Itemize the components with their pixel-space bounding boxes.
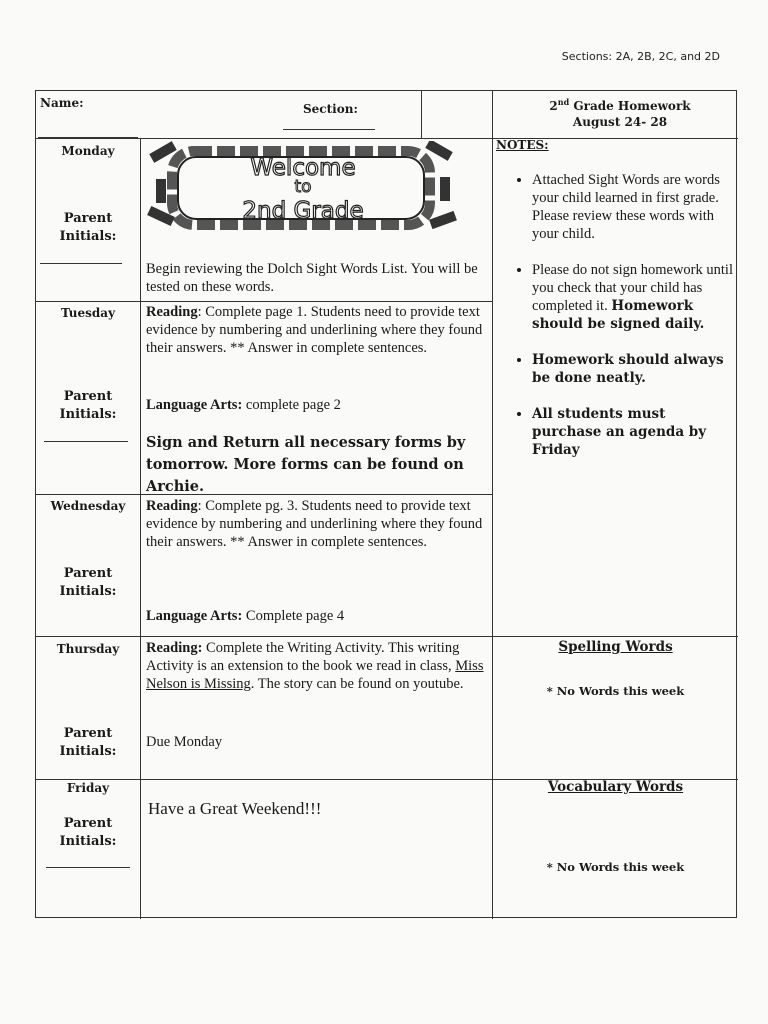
section-label: Section: [303,102,358,116]
pencil-frame-icon [144,141,462,235]
notes-title: NOTES: [496,138,549,152]
date-range: August 24- 28 [572,115,668,129]
spelling-text: * No Words this week [546,684,685,698]
initials-line[interactable] [46,867,130,868]
parent-initials-label: Parent Initials: [59,566,117,599]
note-text: Please do not sign homework until you check that your child has completed it. [532,262,733,314]
col-divider [140,138,141,919]
day-thursday: Thursday [56,642,120,656]
note-item: • Homework should always be done neatly. [532,351,736,387]
tuesday-language-arts [146,396,486,414]
initials-line[interactable] [40,263,122,264]
sections-line: Sections: 2A, 2B, 2C, and 2D [561,50,720,63]
vocabulary-title: Vocabulary Words [547,779,684,795]
notes-list [504,171,736,477]
welcome-banner-image [144,141,462,235]
homework-table [35,90,737,918]
wednesday-reading [146,497,486,551]
initials-line[interactable] [44,441,128,442]
spelling-title: Spelling Words [558,639,673,655]
monday-text: Begin reviewing the Dolch Sight Words List. You will be tested on these words. [146,261,478,295]
section-line[interactable] [283,129,375,130]
reading-label: Reading [146,304,198,320]
vocabulary-text: * No Words this week [546,860,685,874]
reading-text: : Complete page 1. Students need to provide text evidence by numbering and underlining where they found their answers. ** Answer in complete sentences. [146,304,483,356]
reading-text: : Complete pg. 3. Students need to provide text evidence by numbering and underlining where they found their answers. ** Answer in complete sentences. [146,498,483,550]
tuesday-forms-notice: Sign and Return all necessary forms by tomorrow. More forms can be found on Archie. [146,434,466,495]
row-divider [36,138,738,139]
name-label: Name: [40,96,84,110]
spelling-section [493,639,738,698]
vocabulary-section [493,779,738,874]
grade-rest: Grade Homework [569,99,691,113]
day-wednesday: Wednesday [50,499,126,513]
parent-initials-label: Parent Initials: [59,816,117,849]
grade-title [503,97,737,113]
banner-line-2: to [294,177,312,197]
banner-line-3: 2nd Grade [242,198,364,224]
reading-text: . The story can be found on youtube. [250,676,464,692]
parent-initials-label: Parent Initials: [59,211,117,244]
grade-number: 2 [549,99,558,113]
note-item [532,261,736,333]
note-bold: Homework should be signed daily. [532,298,705,332]
banner-line-1: Welcome [250,155,356,181]
book-title: Miss Nelson is Missing [146,658,484,692]
note-item: • Attached Sight Words are words your child learned in first grade. Please review these words with your child. [532,171,736,243]
day-tuesday: Tuesday [60,306,116,320]
la-text: Complete page 4 [242,608,345,624]
parent-initials-label: Parent Initials: [59,726,117,759]
thursday-reading [146,639,486,693]
row-divider [36,301,492,302]
wednesday-language-arts [146,607,486,625]
la-label: Language Arts: [146,397,243,413]
col-divider [421,91,422,138]
day-monday: Monday [61,144,115,158]
la-text: complete page 2 [242,397,341,413]
reading-label: Reading [146,498,198,514]
tuesday-reading [146,303,486,357]
name-line[interactable] [38,137,138,138]
row-divider [36,636,738,637]
la-label: Language Arts: [146,608,243,624]
day-friday: Friday [66,781,110,795]
reading-text: Complete the Writing Activity. This writing Activity is an extension to the book we read in class, [146,640,460,674]
note-item: • All students must purchase an agenda by Friday [532,405,736,459]
parent-initials-label: Parent Initials: [59,389,117,422]
reading-label: Reading: [146,640,203,656]
grade-sup: nd [557,97,570,107]
friday-message: Have a Great Weekend!!! [148,799,322,818]
thursday-due: Due Monday [146,734,223,750]
